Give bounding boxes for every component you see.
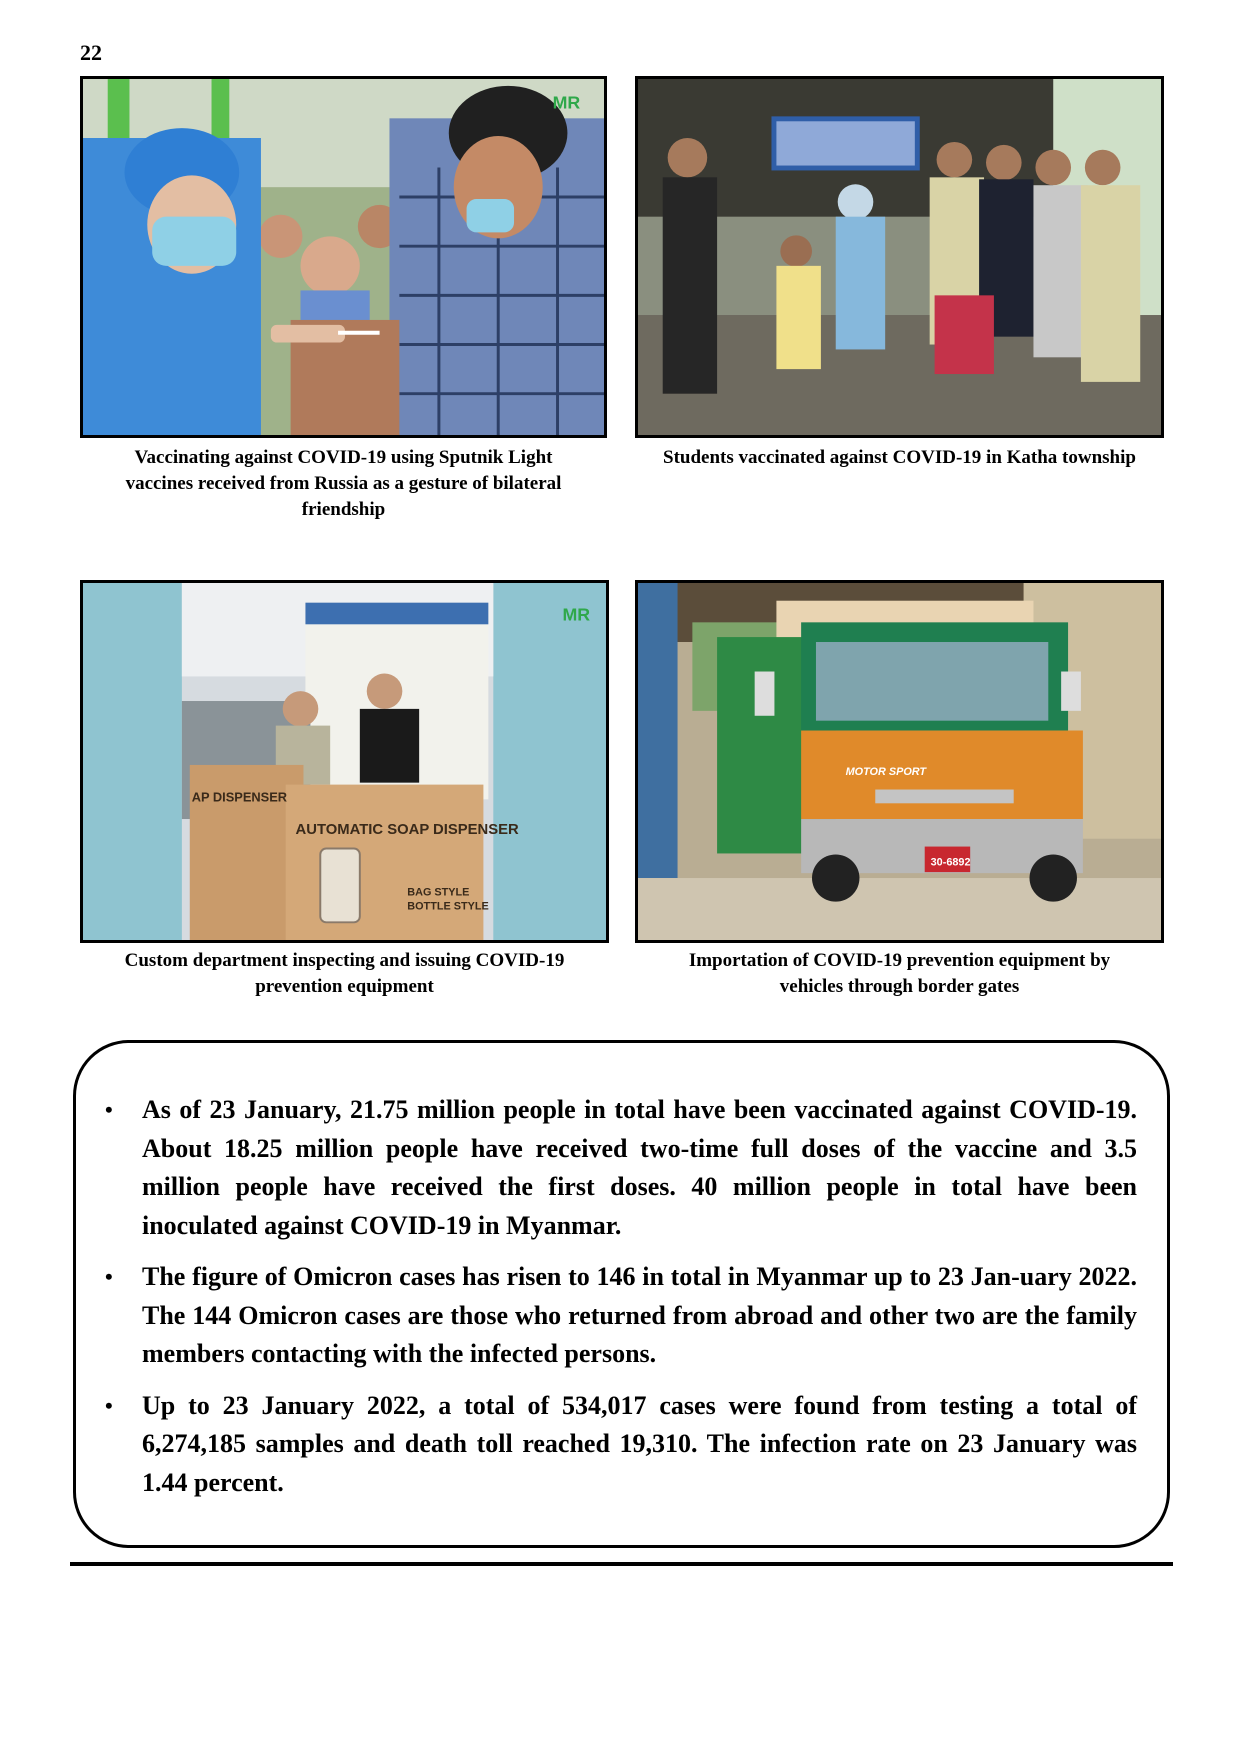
truck-brand-text: MOTOR SPORT xyxy=(845,765,927,778)
soap-dispenser-label: AUTOMATIC SOAP DISPENSER xyxy=(295,821,519,838)
bullet-vaccination xyxy=(105,1091,1137,1245)
bullet-omicron-text: The figure of Omicron cases has risen to 146 in total in Myanmar up to 23 Jan-uary 2022. The 144 Omicron cases are those who returned from abroad and other two are the family members contacting with the infected persons. xyxy=(142,1262,1137,1368)
photo-custom-department xyxy=(80,580,609,943)
bottle-style-label: BOTTLE STYLE xyxy=(407,900,489,913)
truck-image xyxy=(638,583,1161,940)
bullet-list xyxy=(76,1043,1167,1502)
box-label-left: AP DISPENSER xyxy=(191,789,288,805)
bullet-icon: • xyxy=(105,1097,113,1122)
license-plate: 30-6892 xyxy=(930,856,971,869)
bullet-icon: • xyxy=(105,1264,113,1289)
photo-import-truck xyxy=(635,580,1164,943)
bullet-omicron xyxy=(105,1258,1137,1374)
bullet-testing xyxy=(105,1387,1137,1503)
mr-logo: MR xyxy=(552,92,581,113)
custom-department-image xyxy=(83,583,606,940)
caption-import-truck: Importation of COVID-19 prevention equipment by vehicles through border gates xyxy=(688,950,1111,997)
page-number: 22 xyxy=(80,40,102,65)
caption-custom-department: Custom department inspecting and issuing COVID-19 prevention equipment xyxy=(124,950,565,997)
bag-style-label: BAG STYLE xyxy=(407,886,470,899)
bullet-vaccination-text: As of 23 January, 21.75 million people in total have been vaccinated against COVID-19. About 18.25 million people have received two-time full doses of the vaccine and 3.5 million people have received the first doses. 40 million people in total have been inoculated against COVID-19 in Myanmar. xyxy=(142,1095,1137,1240)
photo-students-katha xyxy=(635,76,1164,438)
photo-vaccination-sputnik xyxy=(80,76,607,438)
vaccination-image xyxy=(83,79,604,435)
mr-logo: MR xyxy=(562,604,591,625)
bullet-icon: • xyxy=(105,1392,113,1418)
bullet-testing-text: Up to 23 January 2022, a total of 534,017 cases were found from testing a total of 6,274,185 samples and death toll reached 19,310. The infection rate on 23 January was 1.44 percent. xyxy=(142,1390,1137,1497)
bottom-divider xyxy=(70,1562,1173,1566)
caption-vaccination-sputnik: Vaccinating against COVID-19 using Sputnik Light vaccines received from Russia as a gesture of bilateral friendship xyxy=(125,447,562,520)
students-image xyxy=(638,79,1161,435)
covid-statistics-box xyxy=(73,1040,1170,1548)
caption-students-katha: Students vaccinated against COVID-19 in Katha township xyxy=(663,447,1136,468)
